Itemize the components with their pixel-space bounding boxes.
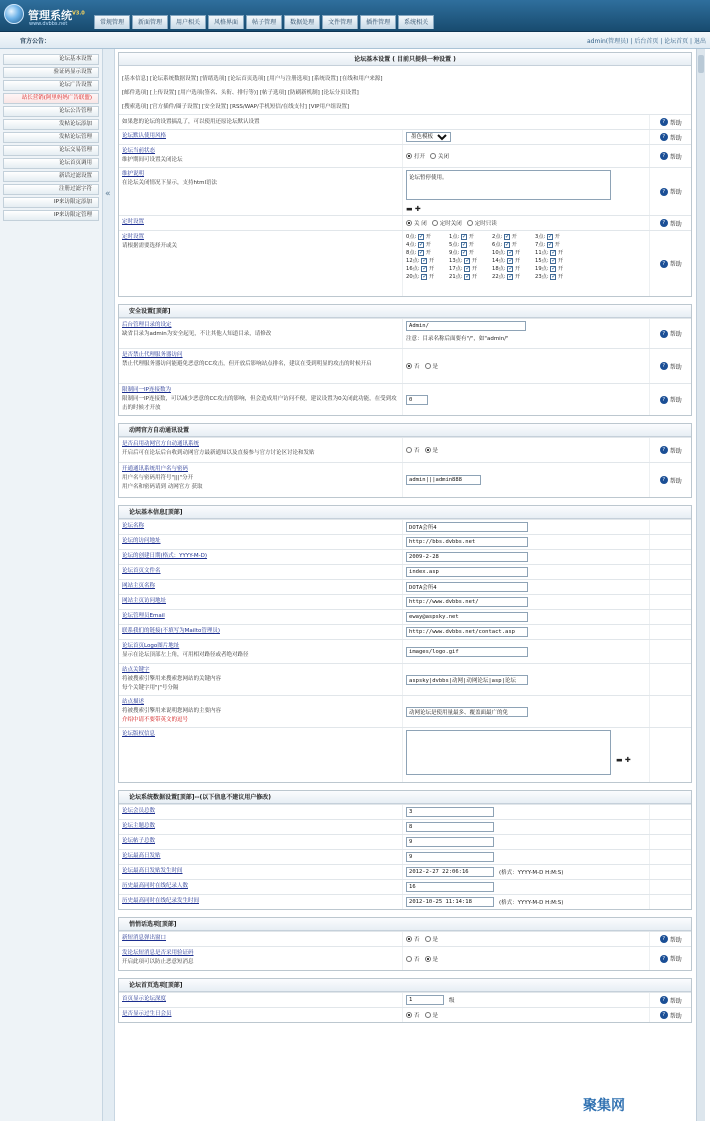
sidebar-item-ad[interactable]: 论坛广告设置 — [3, 80, 99, 91]
style-select[interactable] — [406, 132, 451, 142]
forum-info-row — [119, 564, 691, 579]
radio-proxy-no[interactable]: 否 — [406, 362, 420, 370]
forum-info-row — [119, 624, 691, 639]
help-button[interactable]: ? 帮助 — [649, 319, 691, 348]
hour-cell[interactable]: 23点: ✓ 开 — [535, 273, 576, 280]
forum-info-input[interactable] — [406, 567, 528, 577]
sms-title: 悄悄话选项[顶部] — [119, 918, 691, 931]
help-button[interactable]: ? 帮助 — [649, 216, 691, 230]
forum-info-label: 网站主页访问地址 — [122, 598, 167, 604]
system-data-input[interactable] — [406, 852, 494, 862]
radio-popup-no[interactable]: 否 — [406, 935, 420, 943]
collapse-icon[interactable]: « — [105, 189, 111, 199]
hour-cell[interactable]: 4点: ✓ 开 — [406, 241, 447, 248]
forum-info-panel — [118, 505, 692, 783]
maintenance-label: 维护说明 — [122, 171, 145, 177]
system-data-input[interactable] — [406, 837, 494, 847]
radio-timed-readonly[interactable]: 定时只读 — [467, 219, 497, 227]
home-depth-row: 首页显示论坛深度 1 级 ? 帮助 — [119, 992, 691, 1007]
help-button[interactable]: ? 帮助 — [649, 130, 691, 144]
forum-info-input[interactable] — [406, 707, 528, 717]
home-depth-label: 首页显示论坛深度 — [122, 996, 167, 1002]
basic-settings-title: 论坛基本设置 ( 目前只提供一种设置 ) — [119, 53, 691, 66]
watermark-text: 聚集网 — [583, 1098, 625, 1114]
help-icon: ? — [660, 188, 668, 196]
help-icon: ? — [660, 1011, 668, 1019]
hours-row: 定时设置 请根据需要选择开或关 0点: ✓ 开 1点: ✓ 开 2点: ✓ 开 3点: ✓ 开 4点: ✓ 开 5点: ✓ 开 6点: ✓ 开 7点: ✓ 开 8点: ✓ 开 9点: ✓ 开 10点: ✓ 开 11点: ✓ 开 12点: ✓ 开 13点: ✓ 开 14点: ✓ 开 15点: ✓ 开 16点: ✓ 开 17点: ✓ 开 18点: ✓ 开 19点: ✓ 开 20点: ✓ 开 21点: ✓ 开 22点: ✓ 开 23点: ✓ 开 ? 帮助 — [119, 230, 691, 296]
hour-cell[interactable]: 21点: ✓ 开 — [449, 273, 490, 280]
forum-info-label: 站点关键字 — [122, 667, 150, 673]
forum-info-label: 论坛的创建日期(格式：YYYY-M-D) — [122, 553, 208, 559]
radio-birthday-yes[interactable]: 是 — [425, 1011, 439, 1019]
official-account-input[interactable] — [406, 475, 481, 485]
forum-info-row — [119, 609, 691, 624]
help-icon: ? — [660, 219, 668, 227]
hour-cell[interactable]: 6点: ✓ 开 — [492, 241, 533, 248]
forum-info-input[interactable] — [406, 582, 528, 592]
tab-post[interactable]: 帖子管理 — [246, 15, 282, 29]
system-data-input[interactable] — [406, 897, 494, 907]
ip-limit-input[interactable] — [406, 395, 428, 405]
hour-cell[interactable]: 17点: ✓ 开 — [449, 265, 490, 272]
security-panel — [118, 304, 692, 416]
hour-cell[interactable]: 10点: ✓ 开 — [492, 249, 533, 256]
default-settings-note: 如果您的论坛的设置搞乱了，可以使用还原论坛默认设置 — [122, 119, 260, 125]
forum-info-input[interactable] — [406, 537, 528, 547]
sms-panel — [118, 917, 692, 971]
hour-checkboxes — [406, 233, 576, 280]
help-icon: ? — [660, 152, 668, 160]
help-button[interactable]: ? 帮助 — [649, 993, 691, 1007]
hour-cell[interactable]: 8点: ✓ 开 — [406, 249, 447, 256]
admin-dir-note: 注意：目录名称后面要有"/"，如"admin/" — [406, 336, 509, 342]
system-data-input[interactable] — [406, 882, 494, 892]
sidebar-item-post-forum-manage[interactable]: 发帖论坛管理 — [3, 132, 99, 143]
forum-info-label: 论坛的访问地址 — [122, 538, 161, 544]
proxy-label: 是否禁止代理服务器访问 — [122, 352, 183, 358]
help-button[interactable]: ? 帮助 — [649, 438, 691, 462]
official-account-row: 开通通讯系统用户名与密码 用户名与密码用符号"|||"分开 用户名和密码请到 动网官方 获取 admin|||admin888 ? 帮助 — [119, 462, 691, 497]
forum-info-input[interactable] — [406, 612, 528, 622]
forum-status-label: 论坛当前状态 — [122, 148, 156, 154]
help-button[interactable]: ? 帮助 — [649, 947, 691, 970]
sms-captcha-row: 发论坛短消息是否采用验证码 开启此项可以防止恶意短消息 否 是 ? 帮助 — [119, 946, 691, 970]
system-data-label: 论坛最高日发贴发生时间 — [122, 868, 183, 874]
help-icon: ? — [660, 446, 668, 454]
hour-cell[interactable]: 1点: ✓ 开 — [449, 233, 490, 240]
main-content — [115, 49, 696, 1121]
tab-new-management[interactable]: 新面管理 — [132, 15, 168, 29]
system-data-input[interactable] — [406, 807, 494, 817]
admin-dir-row: 后台管理目录的设定 缺省目录为admin为安全起见，不让其他人知道目录，请修改 Admin/ 注意：目录名称后面要有"/"，如"admin/" ? 帮助 — [119, 318, 691, 348]
forum-info-label: 论坛首页Logo图片地址 — [122, 643, 180, 649]
forum-info-row: 站点描述 将被搜索引擎用来说明您网站的主要内容 介绍中请不要带英文的逗号 动网论坛是使用量最多、覆盖面最广的免 — [119, 695, 691, 727]
forum-info-input[interactable] — [406, 552, 528, 562]
tab-user[interactable]: 用户相关 — [170, 15, 206, 29]
settings-link-line-1[interactable]: [基本信息] [论坛系统数据设置] [情绪选项] [论坛首页选项] [用户与注册选项] [系统设置] [在线和用户来源] — [122, 76, 383, 82]
style-row — [119, 129, 691, 144]
security-title: 安全设置[顶部] — [119, 305, 691, 318]
app-subtitle: www.dvbbs.net — [29, 21, 68, 27]
maintenance-textarea[interactable] — [406, 170, 611, 200]
help-icon: ? — [660, 935, 668, 943]
hour-cell[interactable]: 18点: ✓ 开 — [492, 265, 533, 272]
forum-info-label: 网站主页名称 — [122, 583, 156, 589]
home-depth-input[interactable] — [406, 995, 444, 1005]
help-button[interactable]: ? 帮助 — [649, 115, 691, 129]
help-button[interactable]: ? 帮助 — [649, 463, 691, 497]
top-bar — [0, 0, 710, 32]
tab-plugin[interactable]: 插件管理 — [360, 15, 396, 29]
forum-info-row: 论坛首页Logo图片地址 显示在论坛顶部左上角，可用相对路径或者绝对路径 images/logo.gif — [119, 639, 691, 663]
sidebar-item-marketing[interactable]: 站长营销(阿里妈妈广告联盟) — [3, 93, 99, 104]
style-label: 论坛默认使用风格 — [122, 133, 167, 139]
sidebar — [0, 49, 103, 1121]
ip-limit-label: 限制同一IP连接数为 — [122, 387, 171, 393]
system-data-row — [119, 834, 691, 849]
forum-status-row: 论坛当前状态 维护期间可设置关闭论坛 打开 关闭 ? 帮助 — [119, 144, 691, 167]
hour-cell[interactable]: 20点: ✓ 开 — [406, 273, 447, 280]
help-button[interactable]: ? 帮助 — [649, 168, 691, 215]
radio-official-yes[interactable]: 是 — [425, 446, 439, 454]
help-button[interactable]: ? 帮助 — [649, 231, 691, 296]
help-icon: ? — [660, 118, 668, 126]
schedule-mode-row — [119, 215, 691, 230]
system-data-row: 历史最高同时在线纪录发生时间 2012-10-25 11:14:18 (格式：YYYY-M-D H:M:S) — [119, 894, 691, 909]
hour-cell[interactable]: 11点: ✓ 开 — [535, 249, 576, 256]
hour-cell[interactable]: 15点: ✓ 开 — [535, 257, 576, 264]
forum-info-row — [119, 519, 691, 534]
radio-open[interactable]: 打开 — [406, 152, 425, 160]
forum-info-label: 论坛版权信息 — [122, 731, 156, 737]
forum-info-row — [119, 594, 691, 609]
collapse-splitter[interactable] — [103, 49, 115, 1121]
proxy-row: 是否禁止代理服务器访问 禁止代理服务器访问能避免恶意的CC攻击，但开放后影响站点排名，建议在受到明显的攻击的时候开启 否 是 ? 帮助 — [119, 348, 691, 383]
radio-timed-close[interactable]: 定时关闭 — [432, 219, 462, 227]
hour-cell[interactable]: 14点: ✓ 开 — [492, 257, 533, 264]
forum-info-row — [119, 549, 691, 564]
forum-info-label: 论坛名称 — [122, 523, 145, 529]
hour-cell[interactable]: 16点: ✓ 开 — [406, 265, 447, 272]
admin-dir-input[interactable] — [406, 321, 526, 331]
system-data-input[interactable] — [406, 822, 494, 832]
system-data-label: 论坛最高日发贴 — [122, 853, 161, 859]
help-icon: ? — [660, 330, 668, 338]
settings-link-line-2[interactable]: [邮件选项] [上传设置] [用户选项(签名、头衔、排行等)] [帖子选项] [防刷新机制] [论坛分页设置] — [122, 90, 359, 96]
default-settings-row — [119, 114, 691, 129]
settings-link-line-3[interactable]: [搜索选项] [官方插件/圈子设置] [安全设置] [RSS/WAP/手机短信/在线支付] [VIP用户组设置] — [122, 104, 350, 110]
forum-info-input[interactable] — [406, 627, 528, 637]
radio-captcha-yes[interactable]: 是 — [425, 955, 439, 963]
sidebar-item-home-call[interactable]: 论坛首页调用 — [3, 158, 99, 169]
birthday-row — [119, 1007, 691, 1022]
forum-info-label: 论坛管理员Email — [122, 613, 165, 619]
system-data-panel — [118, 790, 692, 910]
forum-info-row — [119, 727, 691, 782]
forum-info-row — [119, 534, 691, 549]
maintenance-row: 维护说明 在论坛关闭情况下显示，支持html语法 论坛暂停使用。 ▬ ✚ ? 帮助 — [119, 167, 691, 215]
hour-cell[interactable]: 3点: ✓ 开 — [535, 233, 576, 240]
help-button[interactable]: ? 帮助 — [649, 932, 691, 946]
sidebar-item-announcement[interactable]: 论坛公告管理 — [3, 106, 99, 117]
tab-system[interactable]: 系统相关 — [398, 15, 434, 29]
help-button[interactable]: ? 帮助 — [649, 145, 691, 167]
help-icon: ? — [660, 476, 668, 484]
system-data-label: 论坛会员总数 — [122, 808, 156, 814]
hour-cell[interactable]: 22点: ✓ 开 — [492, 273, 533, 280]
hour-cell[interactable]: 19点: ✓ 开 — [535, 265, 576, 272]
home-title: 论坛首页选项[顶部] — [119, 979, 691, 992]
forum-info-input[interactable] — [406, 675, 528, 685]
hour-cell[interactable]: 0点: ✓ 开 — [406, 233, 447, 240]
help-icon: ? — [660, 133, 668, 141]
radio-captcha-no[interactable]: 否 — [406, 955, 420, 963]
forum-info-input[interactable] — [406, 647, 528, 657]
system-data-row — [119, 879, 691, 894]
tab-style[interactable]: 风格界面 — [208, 15, 244, 29]
forum-info-title: 论坛基本信息[顶部] — [119, 506, 691, 519]
system-data-row — [119, 819, 691, 834]
sms-popup-row — [119, 931, 691, 946]
forum-info-label: 站点描述 — [122, 699, 145, 705]
basic-settings-panel — [118, 52, 692, 297]
system-data-label: 论坛主题总数 — [122, 823, 156, 829]
official-panel — [118, 423, 692, 498]
tab-file[interactable]: 文件管理 — [322, 15, 358, 29]
logo-icon — [4, 4, 24, 24]
tab-data[interactable]: 数据处理 — [284, 15, 320, 29]
forum-info-label: 联系我们的链接(不填写为Mailto管理员) — [122, 628, 220, 634]
radio-proxy-yes[interactable]: 是 — [425, 362, 439, 370]
schedule-label: 定时设置 — [122, 219, 145, 225]
hour-cell[interactable]: 5点: ✓ 开 — [449, 241, 490, 248]
scroll-thumb[interactable] — [698, 55, 704, 73]
official-account-label: 开通通讯系统用户名与密码 — [122, 466, 189, 472]
resize-controls[interactable]: ▬ ✚ — [406, 205, 421, 213]
hour-cell[interactable]: 13点: ✓ 开 — [449, 257, 490, 264]
help-icon: ? — [660, 996, 668, 1004]
radio-off[interactable]: 关 闭 — [406, 219, 427, 227]
sidebar-item-post-forum-add[interactable]: 发帖论坛添加 — [3, 119, 99, 130]
forum-info-row — [119, 579, 691, 594]
sidebar-item-ip-add[interactable]: IP来访限定添加 — [3, 197, 99, 208]
resize-controls[interactable]: ▬ ✚ — [616, 756, 631, 764]
ip-limit-row: 限制同一IP连接数为 限制同一IP连接数，可以减少恶意的CC攻击的影响，但会造成用户访问不便，建议设置为0关闭此功能，在受到攻击的时候才开放 0 ? 帮助 — [119, 383, 691, 415]
settings-links — [119, 66, 691, 114]
system-data-label: 论坛帖子总数 — [122, 838, 156, 844]
forum-info-label: 论坛首页文件名 — [122, 568, 161, 574]
sidebar-item-trade[interactable]: 论坛交易管理 — [3, 145, 99, 156]
official-title: 动网官方自动通讯设置 — [119, 424, 691, 437]
help-icon: ? — [660, 362, 668, 370]
sidebar-item-ip-manage[interactable]: IP来访限定管理 — [3, 210, 99, 221]
radio-birthday-no[interactable]: 否 — [406, 1011, 420, 1019]
sms-captcha-label: 发论坛短消息是否采用验证码 — [122, 950, 194, 956]
radio-popup-yes[interactable]: 是 — [425, 935, 439, 943]
birthday-label: 是否显示过生日会员 — [122, 1011, 172, 1017]
sidebar-item-register-filter[interactable]: 注册过滤字符 — [3, 184, 99, 195]
official-enable-row: 是否启用动网官方自动通讯系统 开启后可在论坛后台收到动网官方最新通知以及直接参与官方讨论区讨论和发贴 否 是 ? 帮助 — [119, 437, 691, 462]
hour-cell[interactable]: 7点: ✓ 开 — [535, 241, 576, 248]
system-data-input[interactable] — [406, 867, 494, 877]
admin-dir-label: 后台管理目录的设定 — [122, 322, 172, 328]
hour-cell[interactable]: 12点: ✓ 开 — [406, 257, 447, 264]
sidebar-item-filter[interactable]: 新话过滤设置 — [3, 171, 99, 182]
system-data-label: 历史最高同时在线纪录人数 — [122, 883, 189, 889]
top-links[interactable]: admin(管理员) | 后台首页 | 论坛首页 | 退出 — [587, 38, 706, 45]
sms-popup-label: 新短消息弹出窗口 — [122, 935, 167, 941]
help-icon: ? — [660, 260, 668, 268]
vertical-scrollbar[interactable] — [696, 49, 705, 1121]
help-button[interactable]: ? 帮助 — [649, 349, 691, 383]
sidebar-item-basic[interactable]: 论坛基本设置 — [3, 54, 99, 65]
sidebar-item-captcha[interactable]: 验证码显示设置 — [3, 67, 99, 78]
top-navigation — [94, 15, 434, 29]
hours-label: 定时设置 — [122, 234, 145, 240]
help-icon: ? — [660, 955, 668, 963]
system-data-row — [119, 804, 691, 819]
app-title: 管理系统$^{V3.0}$ — [28, 9, 85, 22]
system-data-title: 论坛系统数据设置[顶部]--(以下信息不建议用户修改) — [119, 791, 691, 804]
system-data-label: 历史最高同时在线纪录发生时间 — [122, 898, 200, 904]
announcement-bar — [0, 32, 710, 49]
hour-cell[interactable]: 2点: ✓ 开 — [492, 233, 533, 240]
copyright-textarea[interactable] — [406, 730, 611, 775]
help-button[interactable]: ? 帮助 — [649, 1008, 691, 1022]
forum-info-input[interactable] — [406, 597, 528, 607]
tab-regular-management[interactable]: 常规管理 — [94, 15, 130, 29]
help-button[interactable]: ? 帮助 — [649, 384, 691, 415]
forum-info-input[interactable] — [406, 522, 528, 532]
official-enable-label: 是否启用动网官方自动通讯系统 — [122, 441, 200, 447]
radio-close[interactable]: 关闭 — [430, 152, 449, 160]
forum-info-row: 站点关键字 将被搜索引擎用来搜索您网站的关键内容 每个关键字用"|"号分隔 aspsky|dvbbs|动网|动网论坛|asp|论坛 — [119, 663, 691, 695]
system-data-row — [119, 849, 691, 864]
announcement-label: 官方公告： — [20, 38, 51, 45]
system-data-row: 论坛最高日发贴发生时间 2012-2-27 22:06:16 (格式：YYYY-M-D H:M:S) — [119, 864, 691, 879]
hour-cell[interactable]: 9点: ✓ 开 — [449, 249, 490, 256]
help-icon: ? — [660, 396, 668, 404]
radio-official-no[interactable]: 否 — [406, 446, 420, 454]
home-panel — [118, 978, 692, 1023]
